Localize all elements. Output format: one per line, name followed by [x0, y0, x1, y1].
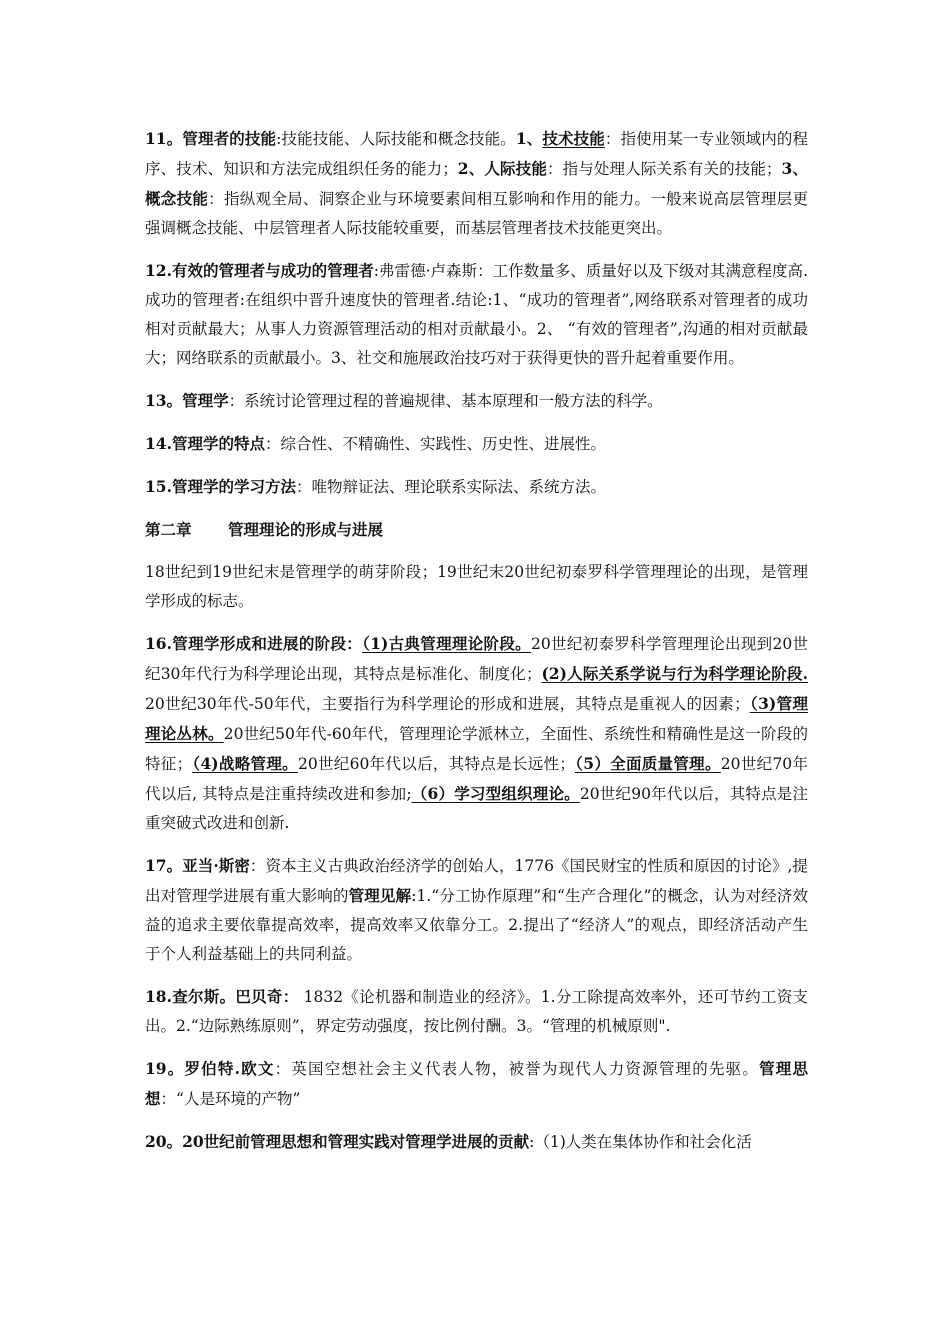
- chapter-heading: [145, 515, 808, 545]
- body-text: 20世纪30年代-50年代，主要指行为科学理论的形成和进展，其特点是重视人的因素；: [145, 695, 750, 713]
- stage-title: （6）学习型组织理论。: [411, 784, 580, 803]
- body-text: ：英国空想社会主义代表人物，被誉为现代人力资源管理的先驱。: [274, 1060, 760, 1078]
- body-text: ：综合性、不精确性、实践性、历史性、进展性。: [264, 435, 606, 453]
- term-heading: 19。罗伯特.欧文: [145, 1059, 275, 1078]
- paragraph-item-13: [145, 386, 808, 416]
- term-heading: 18.查尔斯。巴贝奇：: [145, 987, 299, 1006]
- paragraph-item-19: [145, 1054, 808, 1114]
- body-text: 18世纪到19世纪末是管理学的萌芽阶段；19世纪末20世纪初泰罗科学管理理论的出现，是管理学形成的标志。: [145, 563, 808, 610]
- paragraph-item-17: [145, 851, 808, 969]
- paragraph-item-12: [145, 256, 808, 373]
- body-text: ：指使用某一专业领域内的程序、技术、知识和方法完成组织任务的能力；: [145, 130, 808, 178]
- chapter-title: 管理理论的形成与进展: [228, 520, 384, 539]
- body-text: ：唯物辩证法、理论联系实际法、系统方法。: [295, 478, 606, 496]
- body-text: 20世纪90年代以后，其特点是注重突破式改进和创新.: [145, 785, 808, 832]
- body-text: 1832《论机器和制造业的经济》。1.分工除提高效率外，还可节约工资支出。2.“边际熟练原则”，界定劳动强度，按比例付酬。3。“管理的机械原则".: [145, 988, 808, 1035]
- term-heading: 3、概念技能: [145, 159, 808, 208]
- body-text: ：指与处理人际关系有关的技能；: [546, 160, 782, 178]
- paragraph-intro: [145, 558, 808, 616]
- term-heading: 12.有效的管理者与成功的管理者: [145, 261, 374, 280]
- paragraph-item-18: [145, 982, 808, 1041]
- term-heading: 14.管理学的特点: [145, 434, 265, 453]
- chapter-number: 第二章: [145, 520, 192, 539]
- paragraph-item-14: [145, 429, 808, 459]
- stage-title: （3)管理理论丛林。: [145, 694, 808, 743]
- term-heading: 13。管理学: [145, 391, 229, 410]
- body-text: 20世纪初泰罗科学管理理论出现到20世纪30年代行为科学理论出现，其特点是标准化、制度化；: [145, 635, 809, 683]
- term-heading: 11。管理者的技能: [145, 129, 277, 148]
- term-heading: 17。亚当·斯密: [145, 856, 250, 875]
- body-text: ：资本主义古典政治经济学的创始人，1776《国民财宝的性质和原因的讨论》,提出对管理学进展有重大影响的: [145, 857, 808, 905]
- body-text: ：系统讨论管理过程的普遍规律、基本原理和一般方法的科学。: [228, 392, 663, 410]
- term-heading: 管理思想: [145, 1059, 808, 1108]
- paragraph-item-16: [145, 629, 808, 838]
- document-page: [145, 124, 808, 1170]
- term-heading: 15.管理学的学习方法: [145, 477, 296, 496]
- body-text: ：指纵观全局、洞察企业与环境要素间相互影响和作用的能力。一般来说高层管理层更强调概念技能、中层管理者人际技能较重要，而基层管理者技术技能更突出。: [145, 190, 808, 237]
- body-text: :（1)人类在集体协作和社会化活: [529, 1133, 752, 1151]
- stage-title: （1)古典管理理论阶段。: [362, 634, 531, 653]
- body-text: :技能技能、人际技能和概念技能。: [276, 130, 516, 148]
- paragraph-item-11: [145, 124, 808, 243]
- term-number: 1、: [515, 129, 543, 148]
- term-heading: 2、人际技能: [457, 159, 547, 178]
- body-text: 20世纪60年代以后，其特点是长远性；: [297, 755, 575, 773]
- body-text: 20世纪70年代以后, 其特点是注重持续改进和参加;: [145, 755, 808, 803]
- body-text: :弗雷德·卢森斯：工作数量多、质量好以及下级对其满意程度高.成功的管理者:在组织中晋升速度快的管理者.结论:1、“成功的管理者”,网络联系对管理者的成功相对贡献最大；从事人力资源管理活动的相对贡献最小。2、 “有效的管理者”,沟通的相对贡献最大；网络联系的贡献最小。3、社交和施展政治技巧对于获得更快的晋升起着重要作用。: [145, 262, 808, 367]
- paragraph-item-15: [145, 472, 808, 502]
- body-text: :1.“分工协作原理”和“生产合理化”的概念，认为对经济效益的追求主要依靠提高效率，提高效率又依靠分工。2.提出了“经济人”的观点，即经济活动产生于个人利益基础上的共同利益。: [145, 887, 808, 963]
- body-text: ：“人是环境的产物”: [160, 1090, 301, 1108]
- term-heading: 管理见解: [348, 886, 412, 905]
- stage-title: （4)战略管理。: [192, 754, 298, 773]
- stage-title: （5）全面质量管理。: [574, 754, 721, 773]
- paragraph-item-20: [145, 1127, 808, 1157]
- term-heading: 16.管理学形成和进展的阶段：: [145, 634, 363, 653]
- body-text: 20世纪50年代-60年代，管理理论学派林立，全面性、系统性和精确性是这一阶段的特征；: [145, 725, 808, 773]
- stage-title: (2)人际关系学说与行为科学理论阶段.: [541, 664, 808, 683]
- term-underlined: 技术技能: [542, 129, 605, 148]
- term-heading: 20。20世纪前管理思想和管理实践对管理学进展的贡献: [145, 1132, 530, 1151]
